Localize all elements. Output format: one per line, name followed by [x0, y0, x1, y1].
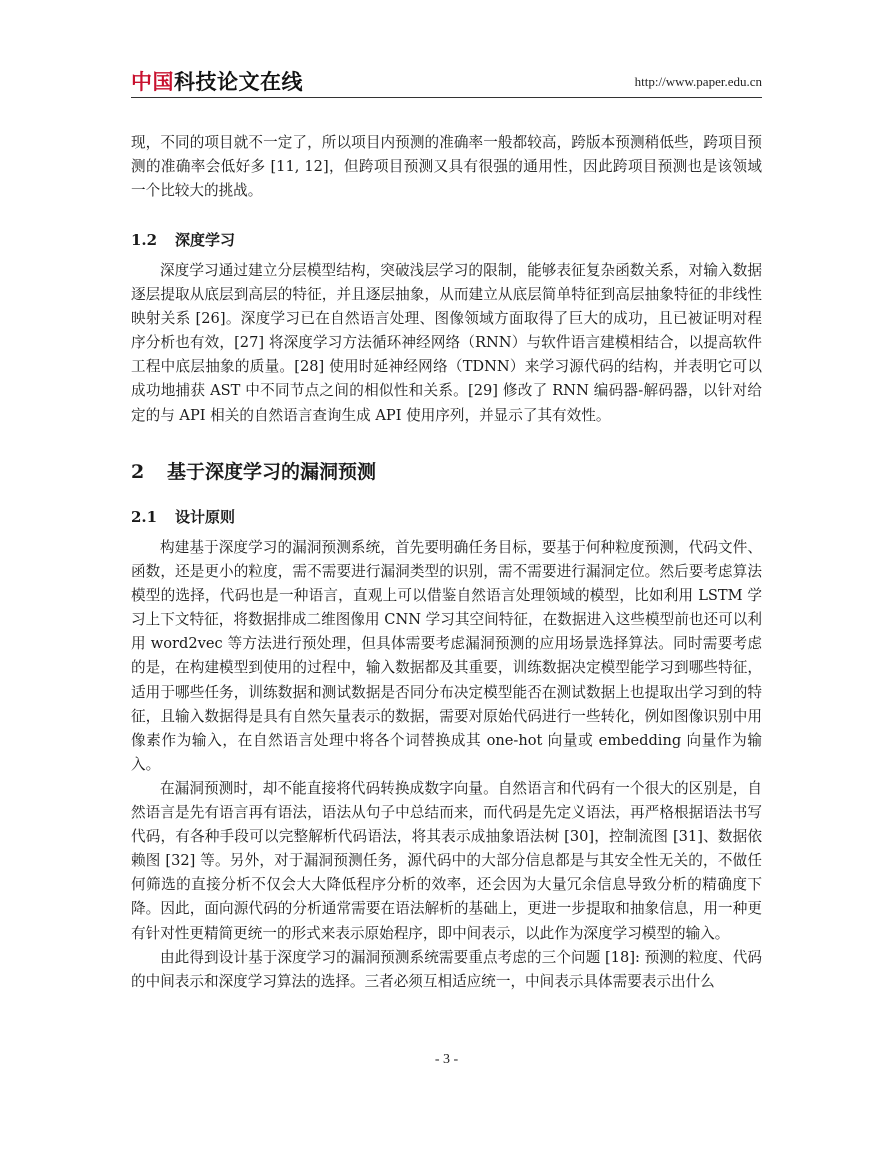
section-number: 1.2 — [131, 231, 158, 249]
section-number: 2.1 — [131, 508, 158, 526]
paragraph: 构建基于深度学习的漏洞预测系统，首先要明确任务目标，要基于何种粒度预测，代码文件、函数，还是更小的粒度，需不需要进行漏洞类型的识别，需不需要进行漏洞定位。然后要考虑算法模型的选择，代码也是一种语言，直观上可以借鉴自然语言处理领域的模型，比如利用 LSTM 学习上下文特征，将数据排成二维图像用 CNN 学习其空间特征，在数据进入这些模型前也还可以利用 word2vec 等方法进行预处理，但具体需要考虑漏洞预测的应用场景选择算法。同时需要考虑的是，在构建模型到使用的过程中，输入数据都及其重要，训练数据决定模型能学习到哪些特征，适用于哪些任务，训练数据和测试数据是否同分布决定模型能否在测试数据上也提取出学习到的特征，且输入数据得是具有自然矢量表示的数据，需要对原始代码进行一些转化，例如图像识别中用像素作为输入，在自然语言处理中将各个词替换成其 one-hot 向量或 embedding 向量作为输入。 — [131, 539, 762, 773]
section-heading-2-1 — [131, 506, 235, 527]
paragraph: 现，不同的项目就不一定了，所以项目内预测的准确率一般都较高，跨版本预测稍低些，跨项目预测的准确率会低好多 [11, 12]，但跨项目预测又具有很强的通用性，因此跨项目预测也是该领域一个比较大的挑战。 — [131, 134, 762, 200]
section-title: 深度学习 — [175, 231, 236, 249]
paragraph: 在漏洞预测时，却不能直接将代码转换成数字向量。自然语言和代码有一个很大的区别是，自然语言是先有语言再有语法，语法从句子中总结而来，而代码是先定义语法，再严格根据语法书写代码，有各种手段可以完整解析代码语法，将其表示成抽象语法树 [30]，控制流图 [31]、数据依赖图 [32] 等。另外，对于漏洞预测任务，源代码中的大部分信息都是与其安全性无关的，不做任何筛选的直接分析不仅会大大降低程序分析的效率，还会因为大量冗余信息导致分析的精确度下降。因此，面向源代码的分析通常需要在语法解析的基础上，更进一步提取和抽象信息，用一种更有针对性更精简更统一的形式来表示原始程序，即中间表示，以此作为深度学习模型的输入。 — [131, 779, 762, 942]
section-1-2-body — [131, 259, 762, 428]
section-heading-2 — [131, 457, 376, 484]
section-title: 基于深度学习的漏洞预测 — [167, 461, 377, 483]
section-number: 2 — [131, 461, 145, 483]
section-2-1-body — [131, 536, 762, 994]
logo-red-text: 中国 — [131, 70, 174, 94]
paragraph: 由此得到设计基于深度学习的漏洞预测系统需要重点考虑的三个问题 [18]: 预测的粒度、代码的中间表示和深度学习算法的选择。三者必须互相适应统一，中间表示具体需要表示出什么 — [131, 948, 762, 990]
section-title: 设计原则 — [175, 508, 236, 526]
paragraph: 深度学习通过建立分层模型结构，突破浅层学习的限制，能够表征复杂函数关系，对输入数据逐层提取从底层到高层的特征，并且逐层抽象，从而建立从底层简单特征到高层抽象特征的非线性映射关系 [26]。深度学习已在自然语言处理、图像领域方面取得了巨大的成功，且已被证明对程序分析也有效，[27] 将深度学习方法循环神经网络（RNN）与软件语言建模相结合，以提高软件工程中底层抽象的质量。[28] 使用时延神经网络（TDNN）来学习源代码的结构，并表明它可以成功地捕获 AST 中不同节点之间的相似性和关系。[29] 修改了 RNN 编码器-解码器，以针对给定的与 API 相关的自然语言查询生成 API 使用序列，并显示了其有效性。 — [131, 262, 762, 424]
page-number: - 3 - — [434, 1052, 459, 1067]
logo-black-text: 科技论文在线 — [174, 70, 303, 94]
header-rule — [131, 97, 762, 98]
journal-logo — [131, 66, 303, 96]
continued-paragraph — [131, 131, 762, 203]
section-heading-1-2 — [131, 229, 235, 250]
header-url[interactable]: http://www.paper.edu.cn — [634, 74, 762, 89]
page-header — [131, 66, 762, 96]
